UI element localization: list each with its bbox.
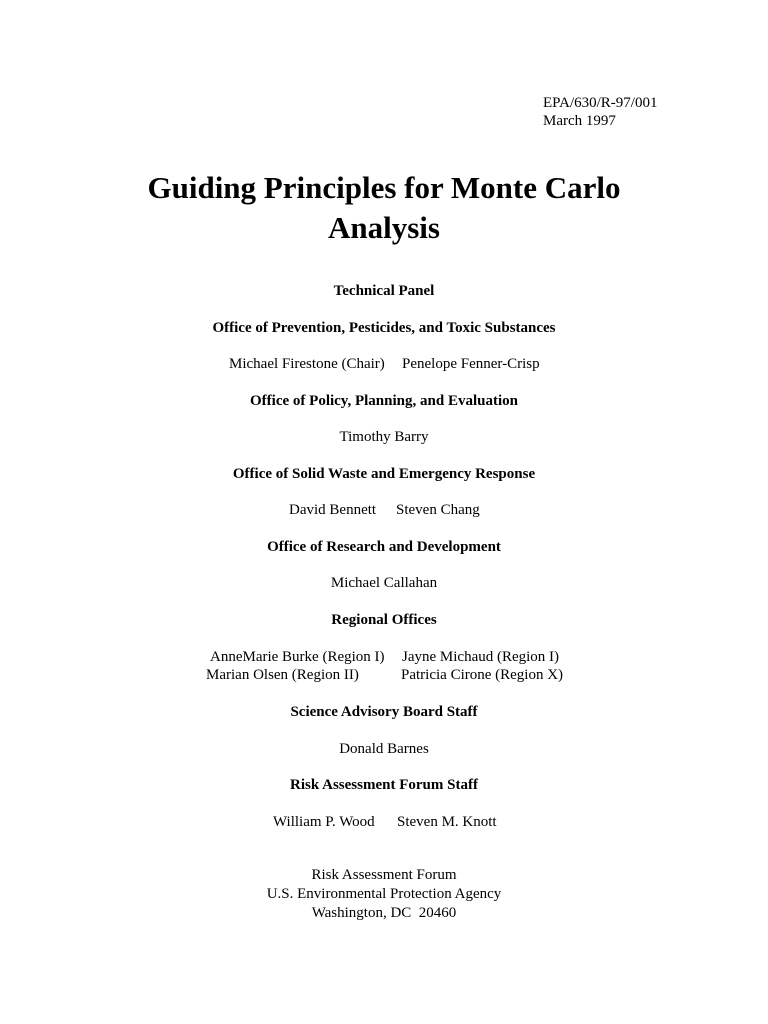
member-name: Timothy Barry: [339, 429, 429, 445]
title-line-2: Analysis: [328, 210, 440, 245]
publisher-line-2: U.S. Environmental Protection Agency: [266, 886, 502, 902]
member-name: Michael Callahan: [330, 575, 438, 591]
document-identifier: [543, 94, 657, 130]
document-date: March 1997: [543, 113, 616, 129]
publisher-line-1: Risk Assessment Forum: [311, 867, 457, 883]
member-name: Steven Chang: [396, 502, 480, 518]
section-heading-ord: Office of Research and Development: [267, 539, 501, 555]
section-heading-oppe: Office of Policy, Planning, and Evaluation: [250, 393, 518, 409]
document-title: [0, 168, 768, 248]
member-name: Penelope Fenner-Crisp: [402, 356, 540, 372]
member-name: Michael Firestone (Chair): [229, 356, 385, 372]
member-name: AnneMarie Burke (Region I): [210, 649, 385, 665]
member-name: Steven M. Knott: [397, 814, 497, 830]
title-line-1: Guiding Principles for Monte Carlo: [147, 170, 621, 205]
section-heading-oppts: Office of Prevention, Pesticides, and Toxic Substances: [212, 320, 556, 336]
section-heading-raf: Risk Assessment Forum Staff: [290, 777, 478, 793]
member-name: David Bennett: [289, 502, 377, 518]
section-heading-sab: Science Advisory Board Staff: [290, 704, 478, 720]
member-name: Patricia Cirone (Region X): [401, 667, 564, 683]
member-name: Marian Olsen (Region II): [206, 667, 359, 683]
panel-heading: Technical Panel: [333, 283, 435, 299]
section-heading-regional: Regional Offices: [331, 612, 437, 628]
member-name: Jayne Michaud (Region I): [402, 649, 560, 665]
section-heading-oswer: Office of Solid Waste and Emergency Response: [232, 466, 536, 482]
member-name: William P. Wood: [273, 814, 375, 830]
document-number: EPA/630/R-97/001: [543, 95, 658, 111]
publisher-block: [0, 866, 768, 923]
member-name: Donald Barnes: [339, 741, 429, 757]
publisher-line-3: Washington, DC 20460: [311, 905, 457, 921]
